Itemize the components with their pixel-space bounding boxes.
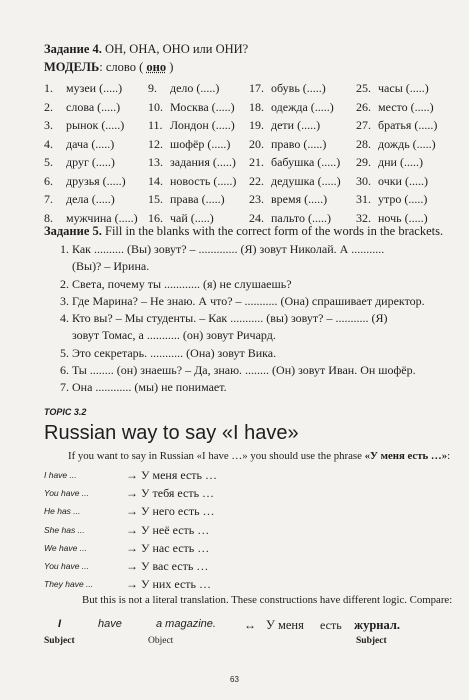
word-number: 32. [356, 210, 371, 225]
word-number: 22. [249, 173, 264, 188]
word-text: очки (.....) [378, 173, 428, 188]
compare-i: I [58, 618, 62, 630]
word-item [356, 155, 423, 170]
sentence-line: (Вы)? – Ирина. [72, 259, 150, 274]
word-number: 27. [356, 118, 371, 132]
word-item [249, 174, 341, 189]
pronoun-english: They have ... [44, 579, 94, 590]
pronoun-russian: → У вас есть … [126, 558, 209, 573]
word-number: 24. [249, 210, 264, 225]
pronoun-table [44, 468, 464, 595]
sentence-line: зовут Томас, а ........... (он) зовут Ричард. [72, 328, 276, 343]
word-text: дело (.....) [170, 81, 220, 95]
word-number: 25. [356, 81, 371, 95]
pronoun-row [44, 523, 464, 541]
word-number: 26. [356, 99, 371, 114]
sentence-line: 3. Где Марина? – Не знаю. А что? – ........... (Она) спрашивает директор. [60, 293, 425, 308]
word-number: 21. [249, 155, 264, 169]
word-text: часы (.....) [378, 81, 429, 95]
word-item [249, 100, 334, 115]
word-text: ночь (.....) [378, 210, 428, 225]
page-number: 63 [230, 675, 239, 684]
word-text: дела (.....) [66, 192, 115, 206]
pronoun-row [44, 504, 464, 522]
pronoun-english: I have ... [44, 470, 77, 480]
pronoun-russian: → У них есть … [126, 577, 212, 592]
word-row [44, 100, 464, 119]
word-number: 23. [249, 192, 264, 206]
word-number: 30. [356, 173, 371, 188]
word-text: музеи (.....) [66, 81, 123, 95]
word-item [44, 81, 122, 96]
compare-zhurnal: журнал. [354, 618, 400, 632]
word-number: 13. [148, 155, 163, 169]
model-text: : слово ( [99, 60, 147, 74]
sentence-line: 4. Кто вы? – Мы студенты. – Как ........... (вы) зовут? – ........... (Я) [60, 311, 388, 326]
word-text: мужчина (.....) [66, 210, 138, 225]
word-row [44, 174, 464, 193]
word-row [44, 192, 464, 211]
word-number: 4. [44, 136, 53, 151]
sentence-line: 5. Это секретарь. ........... (Она) зовут Вика. [60, 345, 277, 360]
word-text: Лондон (.....) [170, 118, 235, 132]
word-text: время (.....) [271, 192, 328, 206]
compare-object-en: Object [148, 636, 174, 646]
word-item [356, 192, 427, 207]
word-item [356, 174, 428, 189]
word-number: 28. [356, 136, 371, 151]
word-item [148, 81, 219, 96]
word-text: друг (.....) [66, 155, 115, 169]
topic-label: TOPIC 3.2 [44, 407, 87, 417]
word-number: 9. [148, 81, 157, 95]
word-number: 2. [44, 99, 53, 114]
topic-heading: Russian way to say «I have» [44, 422, 299, 444]
task5-title-rest: Fill in the blanks with the correct form of the words in the brackets. [101, 224, 444, 238]
word-item [148, 174, 236, 189]
word-row [44, 155, 464, 174]
word-text: дни (.....) [378, 155, 423, 169]
sentence-line: 6. Ты ........ (он) знаешь? – Да, знаю. ........ (Он) зовут Иван. Он шофёр. [60, 363, 416, 378]
model-label: МОДЕЛЬ [44, 60, 100, 74]
word-text: рынок (.....) [66, 118, 125, 132]
task4-title [44, 42, 248, 57]
word-number: 6. [44, 173, 53, 188]
word-text: обувь (.....) [271, 81, 326, 95]
word-number: 10. [148, 99, 163, 114]
compare-magazine: a magazine. [156, 618, 216, 630]
word-text: задания (.....) [170, 155, 236, 169]
compare-subject-ru: Subject [356, 636, 387, 646]
word-item [148, 118, 235, 133]
pronoun-english: We have ... [44, 542, 87, 553]
compare-subject-en: Subject [44, 636, 75, 646]
topic-intro [68, 450, 450, 462]
pronoun-russian: → У нас есть … [126, 540, 210, 555]
word-text: бабушка (.....) [271, 155, 341, 169]
task5-title [44, 224, 443, 239]
word-text: пальто (.....) [271, 210, 331, 225]
word-number: 1. [44, 81, 53, 95]
model-close: ) [166, 60, 174, 74]
pronoun-english: He has ... [44, 506, 81, 517]
word-text: дождь (.....) [378, 136, 436, 151]
word-number: 19. [249, 118, 264, 132]
compare-arrow-icon: ↔ [244, 618, 256, 632]
word-text: дедушка (.....) [271, 173, 341, 188]
word-item [148, 100, 235, 115]
word-number: 14. [148, 173, 163, 188]
task5-sentences [60, 241, 460, 397]
pronoun-english: She has ... [44, 524, 85, 535]
task4-word-grid [44, 81, 464, 229]
pronoun-row [44, 468, 464, 486]
word-number: 7. [44, 192, 53, 206]
word-text: братья (.....) [378, 118, 438, 132]
word-item [148, 192, 225, 207]
word-text: право (.....) [271, 136, 327, 151]
word-row [44, 81, 464, 100]
pronoun-row [44, 559, 464, 577]
word-number: 15. [148, 192, 163, 206]
task4-model [44, 60, 173, 75]
word-number: 20. [249, 136, 264, 151]
word-number: 5. [44, 155, 53, 169]
word-item [44, 174, 126, 189]
pronoun-russian: → У тебя есть … [126, 486, 215, 501]
word-number: 17. [249, 81, 264, 95]
word-number: 16. [148, 210, 163, 225]
word-text: шофёр (.....) [170, 136, 231, 151]
word-number: 12. [148, 136, 163, 151]
word-text: Москва (.....) [170, 99, 235, 114]
word-item [356, 81, 429, 96]
word-item [249, 81, 326, 96]
pronoun-row [44, 541, 464, 559]
intro-text: If you want to say in Russian «I have …» you should use the phrase [68, 450, 365, 462]
word-item [148, 155, 236, 170]
pronoun-russian: → У него есть … [126, 504, 215, 519]
word-item [249, 155, 340, 170]
intro-phrase: «У меня есть …» [364, 450, 448, 462]
word-item [44, 137, 114, 152]
sentence-line: 1. Как .......... (Вы) зовут? – ............. (Я) зовут Николай. А ........... [60, 242, 385, 256]
word-text: утро (.....) [378, 192, 428, 206]
word-item [356, 100, 434, 115]
task4-title-rest: ОН, ОНА, ОНО или ОНИ? [101, 42, 249, 56]
word-text: новость (.....) [170, 173, 237, 188]
word-number: 29. [356, 155, 371, 169]
model-word: оно [146, 60, 167, 74]
task4-title-bold: Задание 4. [44, 42, 102, 56]
word-item [249, 192, 327, 207]
word-text: дети (.....) [271, 118, 321, 132]
word-text: друзья (.....) [66, 173, 126, 188]
word-item [44, 100, 120, 115]
word-item [148, 137, 230, 152]
sentence-line: 2. Света, почему ты ............ (я) не слушаешь? [60, 276, 292, 291]
compare-have: have [98, 618, 122, 630]
word-item [44, 192, 115, 207]
word-number: 31. [356, 192, 371, 206]
task5-title-bold: Задание 5. [44, 224, 102, 238]
pronoun-english: You have ... [44, 488, 89, 499]
pronoun-row [44, 486, 464, 504]
word-item [249, 137, 326, 152]
compare-est: есть [320, 618, 342, 632]
word-item [356, 137, 436, 152]
intro-colon: : [447, 450, 451, 462]
pronoun-english: You have ... [44, 560, 89, 571]
word-number: 8. [44, 210, 53, 225]
word-item [44, 155, 115, 170]
pronoun-row [44, 577, 464, 595]
word-item [44, 118, 124, 133]
word-row [44, 118, 464, 137]
pronoun-russian: → У меня есть … [126, 468, 218, 482]
word-row [44, 137, 464, 156]
word-number: 3. [44, 118, 53, 132]
word-text: права (.....) [170, 192, 225, 206]
word-text: чай (.....) [170, 210, 214, 225]
word-number: 18. [249, 99, 264, 114]
compare-u-menya: У меня [266, 618, 304, 632]
word-text: место (.....) [378, 99, 434, 114]
word-number: 11. [148, 118, 163, 132]
word-item [356, 118, 437, 133]
pronoun-russian: → У неё есть … [126, 522, 210, 537]
word-item [249, 118, 320, 133]
word-text: дача (.....) [66, 136, 115, 151]
word-text: одежда (.....) [271, 99, 334, 114]
sentence-line: 7. Она ............ (мы) не понимает. [60, 380, 227, 395]
compare-note: But this is not a literal translation. These constructions have different logic. Compare: [82, 594, 453, 606]
word-text: слова (.....) [66, 99, 121, 114]
compare-example [44, 618, 464, 652]
